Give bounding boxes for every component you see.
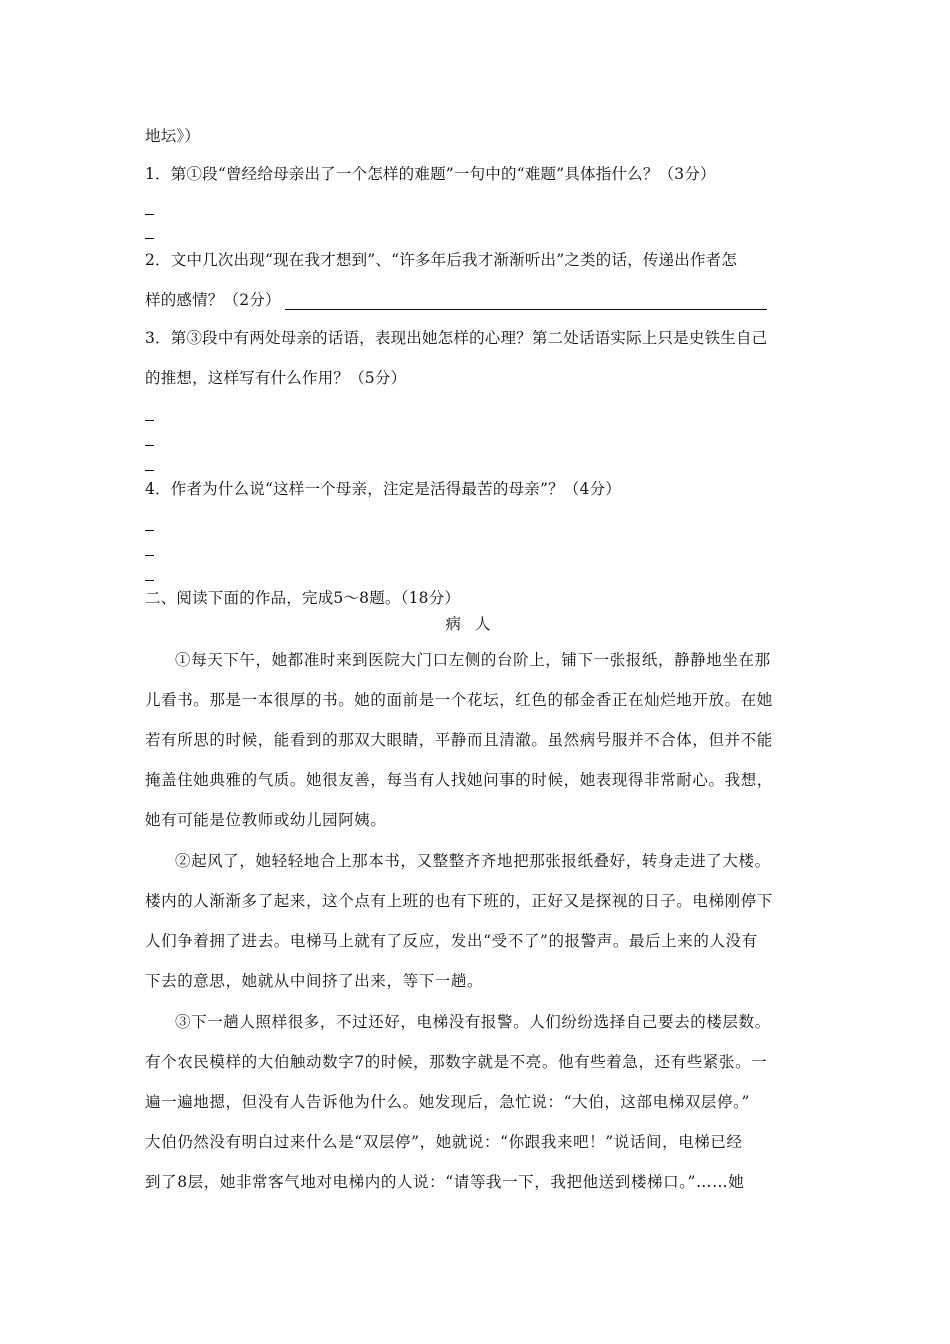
answer-blank-q2 (285, 293, 767, 310)
answer-line-q3-a (145, 420, 154, 421)
question-3-line-2: 的推想，这样写有什么作用？（5分） (145, 369, 407, 387)
question-4-text: 4．作者为什么说“这样一个母亲，注定是活得最苦的母亲”？（4分） (145, 480, 621, 498)
paragraph-1-line-1: ①每天下午，她都准时来到医院大门口左侧的台阶上，铺下一张报纸，静静地坐在那 (175, 651, 771, 669)
paragraph-1-line-3: 若有所思的时候，能看到的那双大眼睛，平静而且清澈。虽然病号服并不合体，但并不能 (145, 731, 773, 749)
paragraph-2-line-2: 楼内的人渐渐多了起来，这个点有上班的也有下班的，正好又是探视的日子。电梯刚停下 (145, 892, 773, 910)
answer-line-q3-c (145, 470, 154, 471)
paragraph-3-line-5: 到了8层，她非常客气地对电梯内的人说：“请等我一下，我把他送到楼梯口。”……她 (145, 1173, 745, 1191)
question-2-line-2 (145, 290, 810, 310)
question-3-line-1: 3．第③段中有两处母亲的话语，表现出她怎样的心理？第二处话语实际上只是史铁生自己 (145, 329, 768, 347)
paragraph-1-line-4: 掩盖住她典雅的气质。她很友善，每当有人找她问事的时候，她表现得非常耐心。我想， (145, 771, 773, 789)
paragraph-2-line-1: ②起风了，她轻轻地合上那本书，又整整齐齐地把那张报纸叠好，转身走进了大楼。 (175, 852, 771, 870)
question-2-line-1: 2．文中几次出现“现在我才想到”、“许多年后我才渐渐听出”之类的话，传递出作者怎 (145, 251, 738, 269)
paragraph-2-line-4: 下去的意思，她就从中间挤了出来，等下一趟。 (145, 972, 484, 990)
answer-line-q4-b (145, 555, 154, 556)
continued-source-line: 地坛》） (145, 127, 201, 145)
section-two-heading: 二、阅读下面的作品，完成5～8题。（18分） (145, 589, 461, 607)
question-2-line-2-text: 样的感情？（2分） (145, 291, 281, 309)
paragraph-3-line-4: 大伯仍然没有明白过来什么是“双层停”，她就说：“你跟我来吧！”说话间，电梯已经 (145, 1133, 743, 1151)
story-title: 病人 (445, 615, 505, 633)
question-1-text: 1．第①段“曾经给母亲出了一个怎样的难题”一句中的“难题”具体指什么？（3分） (145, 165, 716, 183)
answer-line-q4-c (145, 580, 154, 581)
answer-line-q3-b (145, 445, 154, 446)
paragraph-3-line-3: 遍一遍地摁，但没有人告诉他为什么。她发现后，急忙说：“大伯，这部电梯双层停。” (145, 1093, 751, 1111)
paragraph-1-line-5: 她有可能是位教师或幼儿园阿姨。 (145, 811, 387, 829)
paragraph-2-line-3: 人们争着拥了进去。电梯马上就有了反应，发出“受不了”的报警声。最后上来的人没有 (145, 932, 758, 950)
paragraph-3-line-2: 有个农民模样的大伯触动数字7的时候，那数字就是不亮。他有些着急，还有些紧张。一 (145, 1053, 768, 1071)
answer-line-q1-a (145, 214, 154, 215)
answer-line-q4-a (145, 530, 154, 531)
paragraph-1-line-2: 儿看书。那是一本很厚的书。她的面前是一个花坛，红色的郁金香正在灿烂地开放。在她 (145, 691, 773, 709)
paragraph-3-line-1: ③下一趟人照样很多，不过还好，电梯没有报警。人们纷纷选择自己要去的楼层数。 (175, 1013, 771, 1031)
answer-line-q1-b (145, 238, 154, 239)
